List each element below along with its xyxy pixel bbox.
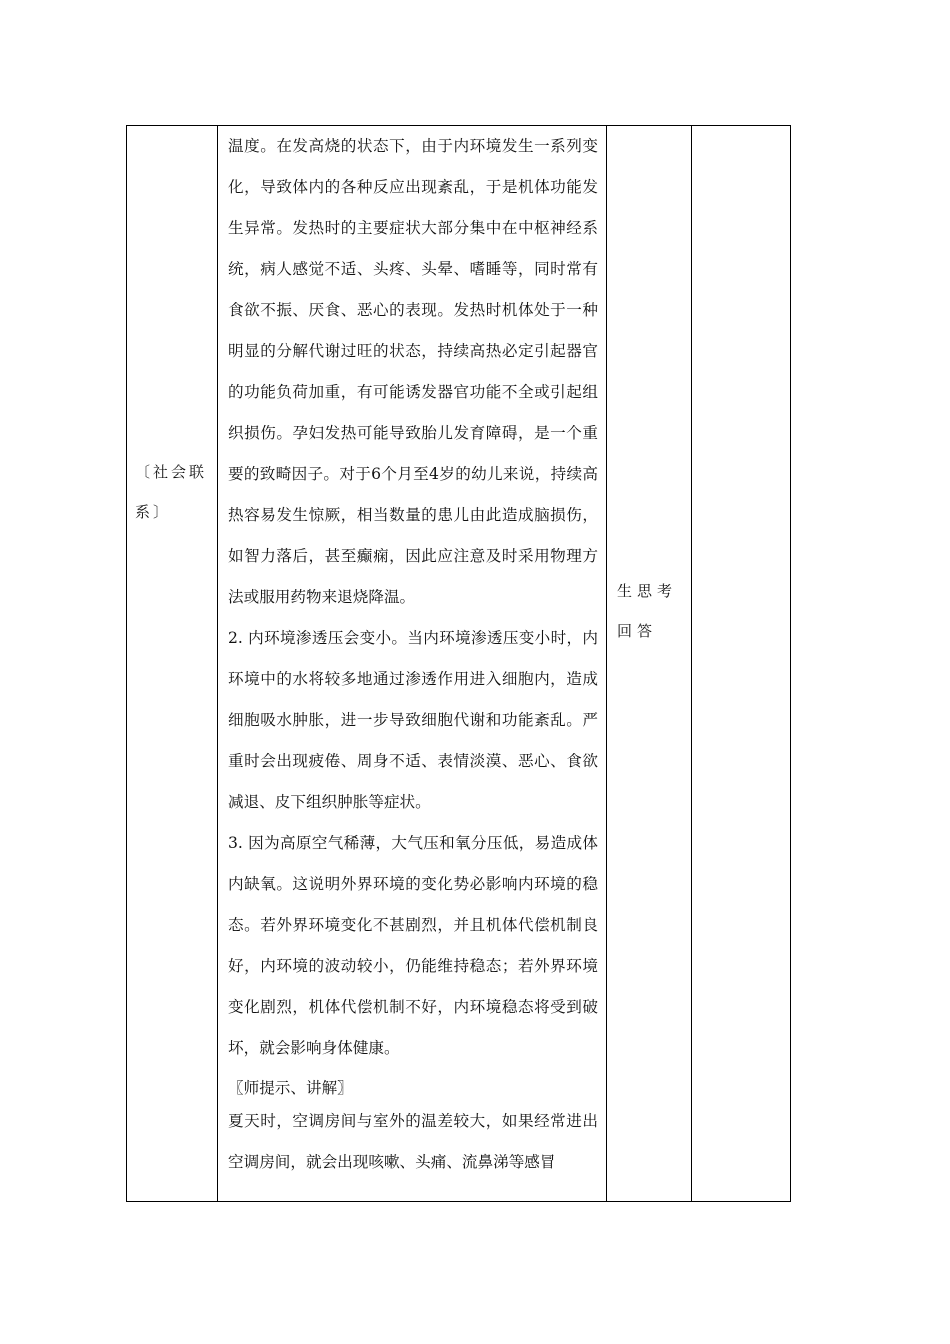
teacher-hint-heading: 〖师提示、讲解〗 [228, 1079, 353, 1097]
paragraph-fever: 温度。在发高烧的状态下，由于内环境发生一系列变化，导致体内的各种反应出现紊乱，于是机体功能发生异常。发热时的主要症状大部分集中在中枢神经系统，病人感觉不适、头疼、头晕、嗜睡等，同时常有食欲不振、厌食、恶心的表现。发热时机体处于一种明显的分解代谢过旺的状态，持续高热必定引起器官的功能负荷加重，有可能诱发器官功能不全或引起组织损伤。孕妇发热可能导致胎儿发育障碍，是一个重要的致畸因子。对于6个月至4岁的幼儿来说，持续高热容易发生惊厥，相当数量的患儿由此造成脑损伤，如智力落后，甚至癫痫，因此应注意及时采用物理方法或服用药物来退烧降温。 [228, 137, 598, 606]
paragraph-altitude: 3. 因为高原空气稀薄，大气压和氧分压低，易造成体内缺氧。这说明外界环境的变化势必影响内环境的稳态。若外界环境变化不甚剧烈，并且机体代偿机制良好，内环境的波动较小，仍能维持稳态；若外界环境变化剧烈，机体代偿机制不好，内环境稳态将受到破坏，就会影响身体健康。 [228, 834, 598, 1057]
table-row [127, 126, 791, 1202]
paragraph-air-conditioning: 夏天时，空调房间与室外的温差较大，如果经常进出空调房间，就会出现咳嗽、头痛、流鼻涕等感冒 [228, 1112, 598, 1171]
notes-cell [692, 126, 791, 1202]
section-label: 〔社会联系〕 [135, 463, 208, 521]
student-activity: 生思考回答 [617, 582, 678, 640]
content-text [218, 126, 606, 1183]
student-activity-cell [607, 126, 692, 1202]
paragraph-osmotic: 2. 内环境渗透压会变小。当内环境渗透压变小时，内环境中的水将较多地通过渗透作用进入细胞内，造成细胞吸水肿胀，进一步导致细胞代谢和功能紊乱。严重时会出现疲倦、周身不适、表情淡漠、恶心、食欲减退、皮下组织肿胀等症状。 [228, 629, 598, 811]
section-label-cell [127, 126, 218, 1202]
content-cell [218, 126, 607, 1202]
lesson-table [126, 125, 791, 1202]
